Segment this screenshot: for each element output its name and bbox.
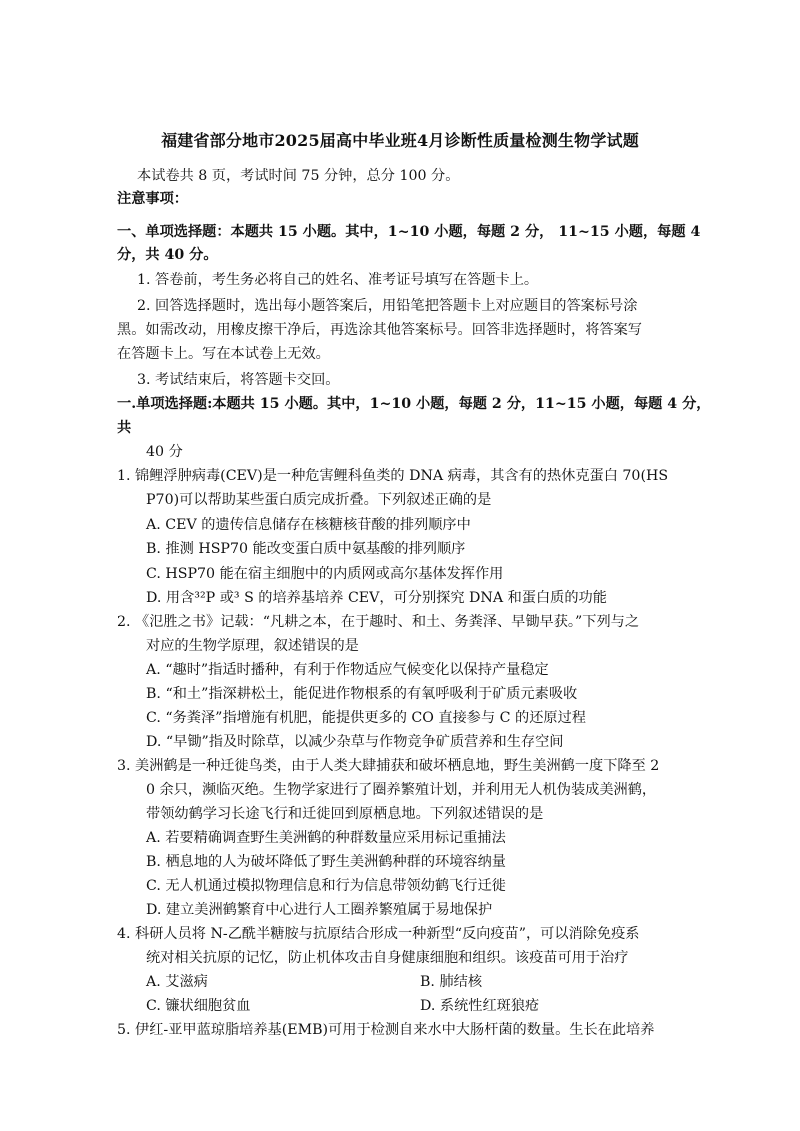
question-2-option-b: B. “和土”指深耕松土，能促进作物根系的有氧呼吸利于矿质元素吸收 bbox=[146, 686, 578, 702]
note-1: 1. 答卷前，考生务必将自己的姓名、准考证号填写在答题卡上。 bbox=[137, 272, 539, 288]
question-4-stem: 4. 科研人员将 N-乙酰半糖胺与抗原结合形成一种新型“反向疫苗”，可以消除免疫系 bbox=[117, 926, 640, 942]
question-1-option-d: D. 用含³²P 或³ S 的培养基培养 CEV，可分别探究 DNA 和蛋白质的功能 bbox=[146, 590, 607, 606]
question-1-stem-cont: P70)可以帮助某些蛋白质完成折叠。下列叙述正确的是 bbox=[146, 492, 492, 508]
section-heading-cont: 分，共 40 分。 bbox=[117, 247, 218, 263]
note-2-cont: 在答题卡上。写在本试卷上无效。 bbox=[117, 346, 330, 362]
note-3: 3. 考试结束后，将答题卡交回。 bbox=[137, 372, 340, 388]
question-3-stem-cont: 带领幼鹤学习长途飞行和迁徙回到原栖息地。下列叙述错误的是 bbox=[146, 806, 544, 822]
question-3-option-c: C. 无人机通过模拟物理信息和行为信息带领幼鹤飞行迁徙 bbox=[146, 878, 506, 894]
note-2-cont: 黑。如需改动，用橡皮擦干净后，再选涂其他答案标号。回答非选择题时，将答案写 bbox=[117, 322, 642, 338]
section-heading-2-cont: 40 分 bbox=[146, 444, 183, 460]
question-3-option-a: A. 若要精确调查野生美洲鹤的种群数量应采用标记重捕法 bbox=[146, 830, 506, 846]
question-1-option-b: B. 推测 HSP70 能改变蛋白质中氨基酸的排列顺序 bbox=[146, 541, 466, 557]
exam-title: 福建省部分地市2025届高中毕业班4月诊断性质量检测生物学试题 bbox=[161, 131, 639, 150]
question-1-stem: 1. 锦鲤浮肿病毒(CEV)是一种危害鲤科鱼类的 DNA 病毒，其含有的热休克蛋白 70(HS bbox=[117, 468, 669, 484]
question-4-stem-cont: 统对相关抗原的记忆，防止机体攻击自身健康细胞和组织。该疫苗可用于治疗 bbox=[146, 950, 629, 966]
exam-intro: 本试卷共 8 页，考试时间 75 分钟，总分 100 分。 bbox=[137, 168, 460, 184]
notes-heading: 注意事项： bbox=[117, 191, 188, 207]
question-2-option-c: C. “务粪泽”指增施有机肥，能提供更多的 CO 直接参与 C 的还原过程 bbox=[146, 710, 586, 726]
question-4-option-c: C. 镰状细胞贫血 bbox=[146, 998, 251, 1014]
question-2-option-a: A. “趣时”指适时播种，有利于作物适应气候变化以保持产量稳定 bbox=[146, 662, 549, 678]
section-heading-2-cont: 共 bbox=[117, 420, 132, 436]
question-2-option-d: D. “早锄”指及时除草，以减少杂草与作物竞争矿质营养和生存空间 bbox=[146, 734, 564, 750]
question-4-option-b: B. 肺结核 bbox=[420, 974, 483, 990]
question-3-option-d: D. 建立美洲鹤繁育中心进行人工圈养繁殖属于易地保护 bbox=[146, 902, 493, 918]
section-heading-2: 一.单项选择题:本题共 15 小题。其中，1~10 小题，每题 2 分，11~15 小题，每题 4 分， bbox=[117, 396, 711, 412]
question-5-stem: 5. 伊红-亚甲蓝琼脂培养基(EMB)可用于检测自来水中大肠杆菌的数量。生长在此培养 bbox=[117, 1022, 655, 1038]
question-4-option-a: A. 艾滋病 bbox=[146, 974, 208, 990]
question-2-stem-cont: 对应的生物学原理，叙述错误的是 bbox=[146, 638, 359, 654]
question-3-stem: 3. 美洲鹤是一种迁徙鸟类，由于人类大肆捕获和破坏栖息地，野生美洲鹤一度下降至 2 bbox=[117, 758, 660, 774]
question-3-stem-cont: 0 余只，濒临灭绝。生物学家进行了圈养繁殖计划，并利用无人机伪装成美洲鹤， bbox=[146, 782, 657, 798]
note-2: 2. 回答选择题时，选出每小题答案后，用铅笔把答题卡上对应题目的答案标号涂 bbox=[137, 298, 638, 314]
question-1-option-a: A. CEV 的遗传信息储存在核糖核苷酸的排列顺序中 bbox=[146, 517, 471, 533]
question-1-option-c: C. HSP70 能在宿主细胞中的内质网或高尔基体发挥作用 bbox=[146, 566, 504, 582]
question-2-stem: 2. 《氾胜之书》记载：“凡耕之本，在于趣时、和土、务粪泽、早锄早获。”下列与之 bbox=[117, 614, 640, 630]
question-3-option-b: B. 栖息地的人为破坏降低了野生美洲鹤种群的环境容纳量 bbox=[146, 854, 506, 870]
question-4-option-d: D. 系统性红斑狼疮 bbox=[420, 998, 540, 1014]
section-heading: 一、单项选择题：本题共 15 小题。其中，1~10 小题，每题 2 分， 11~15 小题，每题 4 bbox=[117, 224, 701, 240]
